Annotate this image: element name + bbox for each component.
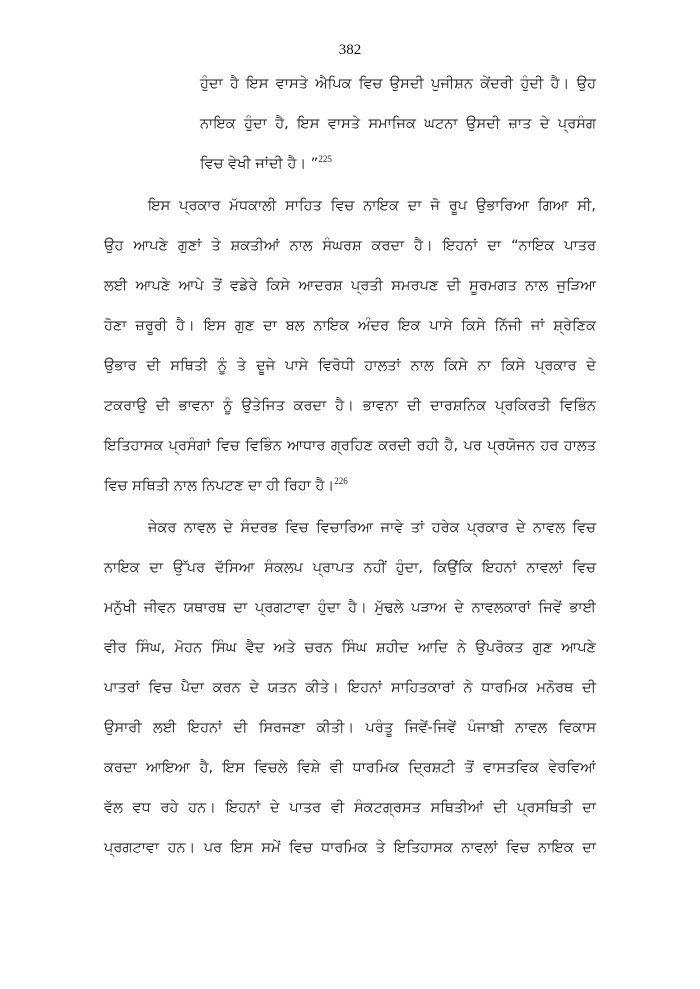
- footnote-marker: 226: [334, 476, 348, 487]
- page-number: 382: [338, 42, 362, 58]
- paragraph-line: ਪਾਤਰਾਂ ਵਿਚ ਪੈਦਾ ਕਰਨ ਦੇ ਯਤਨ ਕੀਤੇ। ਇਹਨਾਂ ਸਾਹਿਤਕਾਰਾਂ ਨੇ ਧਾਰਮਿਕ ਮਨੋਰਥ ਦੀ: [104, 680, 596, 696]
- quote-line: ਹੁੰਦਾ ਹੈ ਇਸ ਵਾਸਤੇ ਐਪਿਕ ਵਿਚ ਉਸਦੀ ਪੁਜੀਸ਼ਨ ਕੇਂਦਰੀ ਹੁੰਦੀ ਹੈ। ਉਹ: [200, 76, 596, 92]
- paragraph-line: ਇਸ ਪ੍ਰਕਾਰ ਮੱਧਕਾਲੀ ਸਾਹਿਤ ਵਿਚ ਨਾਇਕ ਦਾ ਜੋ ਰੂਪ ਉਭਾਰਿਆ ਗਿਆ ਸੀ,: [148, 198, 596, 214]
- paragraph-line: ਵੱਲ ਵਧ ਰਹੇ ਹਨ। ਇਹਨਾਂ ਦੇ ਪਾਤਰ ਵੀ ਸੰਕਟਗ੍ਰਸਤ ਸਥਿਤੀਆਂ ਦੀ ਪ੍ਰਸਥਿਤੀ ਦਾ: [104, 800, 596, 816]
- paragraph-line: ਪ੍ਰਗਟਾਵਾ ਹਨ। ਪਰ ਇਸ ਸਮੇਂ ਵਿਚ ਧਾਰਮਿਕ ਤੇ ਇਤਿਹਾਸਕ ਨਾਵਲਾਂ ਵਿਚ ਨਾਇਕ ਦਾ: [104, 840, 596, 856]
- paragraph-line-text: ਵਿਚ ਸਥਿਤੀ ਨਾਲ ਨਿਪਟਣ ਦਾ ਹੀ ਰਿਹਾ ਹੈ।: [104, 478, 335, 494]
- paragraph-line: ਵੀਰ ਸਿੰਘ, ਮੋਹਨ ਸਿੰਘ ਵੈਦ ਅਤੇ ਚਰਨ ਸਿੰਘ ਸ਼ਹੀਦ ਆਦਿ ਨੇ ਉਪਰੋਕਤ ਗੁਣ ਆਪਣੇ: [104, 640, 596, 656]
- quote-line: ਨਾਇਕ ਹੁੰਦਾ ਹੈ, ਇਸ ਵਾਸਤੇ ਸਮਾਜਿਕ ਘਟਨਾ ਉਸਦੀ ਜ਼ਾਤ ਦੇ ਪ੍ਰਸੰਗ: [200, 116, 596, 132]
- paragraph-line: ਉਸਾਰੀ ਲਈ ਇਹਨਾਂ ਦੀ ਸਿਰਜਣਾ ਕੀਤੀ। ਪਰੰਤੂ ਜਿਵੇਂ-ਜਿਵੇਂ ਪੰਜਾਬੀ ਨਾਵਲ ਵਿਕਾਸ: [104, 720, 596, 736]
- footnote-marker: 225: [318, 154, 332, 165]
- paragraph-line: ਟਕਰਾਉ ਦੀ ਭਾਵਨਾ ਨੂੰ ਉਤੇਜਿਤ ਕਰਦਾ ਹੈ। ਭਾਵਨਾ ਦੀ ਦਾਰਸ਼ਨਿਕ ਪ੍ਰਕਿਰਤੀ ਵਿਭਿੰਨ: [104, 398, 596, 414]
- paragraph-line: ਉਹ ਆਪਣੇ ਗੁਣਾਂ ਤੇ ਸ਼ਕਤੀਆਂ ਨਾਲ ਸੰਘਰਸ਼ ਕਰਦਾ ਹੈ। ਇਹਨਾਂ ਦਾ “ਨਾਇਕ ਪਾਤਰ: [104, 238, 596, 254]
- paragraph-line: ਮਨੁੱਖੀ ਜੀਵਨ ਯਥਾਰਥ ਦਾ ਪ੍ਰਗਟਾਵਾ ਹੁੰਦਾ ਹੈ। ਮੁੱਢਲੇ ਪੜਾਅ ਦੇ ਨਾਵਲਕਾਰਾਂ ਜਿਵੇਂ ਭਾਈ: [104, 600, 596, 616]
- paragraph-line: ਉਭਾਰ ਦੀ ਸਥਿਤੀ ਨੂੰ ਤੇ ਦੂਜੇ ਪਾਸੇ ਵਿਰੋਧੀ ਹਾਲਤਾਂ ਨਾਲ ਕਿਸੇ ਨਾ ਕਿਸੇ ਪ੍ਰਕਾਰ ਦੇ: [104, 358, 596, 374]
- paragraph-line: ਨਾਇਕ ਦਾ ਉੱਪਰ ਦੱਸਿਆ ਸੰਕਲਪ ਪ੍ਰਾਪਤ ਨਹੀਂ ਹੁੰਦਾ, ਕਿਉਂਕਿ ਇਹਨਾਂ ਨਾਵਲਾਂ ਵਿਚ: [104, 560, 596, 576]
- paragraph-line: ਕਰਦਾ ਆਇਆ ਹੈ, ਇਸ ਵਿਚਲੇ ਵਿਸ਼ੇ ਵੀ ਧਾਰਮਿਕ ਦ੍ਰਿਸ਼ਟੀ ਤੋਂ ਵਾਸਤਵਿਕ ਵੇਰਵਿਆਂ: [104, 760, 596, 776]
- quote-line: [200, 154, 596, 174]
- paragraph-line: ਲਈ ਆਪਣੇ ਆਪੇ ਤੋਂ ਵਡੇਰੇ ਕਿਸੇ ਆਦਰਸ਼ ਪ੍ਰਤੀ ਸਮਰਪਣ ਦੀ ਸੂਰਮਗਤ ਨਾਲ ਜੁੜਿਆ: [104, 278, 596, 294]
- paragraph-line: ਇਤਿਹਾਸਕ ਪ੍ਰਸੰਗਾਂ ਵਿਚ ਵਿਭਿੰਨ ਆਧਾਰ ਗ੍ਰਹਿਣ ਕਰਦੀ ਰਹੀ ਹੈ, ਪਰ ਪ੍ਰਯੋਜਨ ਹਰ ਹਾਲਤ: [104, 438, 596, 454]
- paragraph-line: ਹੋਣਾ ਜ਼ਰੂਰੀ ਹੈ। ਇਸ ਗੁਣ ਦਾ ਬਲ ਨਾਇਕ ਅੰਦਰ ਇਕ ਪਾਸੇ ਕਿਸੇ ਨਿੱਜੀ ਜਾਂ ਸ਼੍ਰੇਣਿਕ: [104, 318, 596, 334]
- paragraph-line: ਜੇਕਰ ਨਾਵਲ ਦੇ ਸੰਦਰਭ ਵਿਚ ਵਿਚਾਰਿਆ ਜਾਵੇ ਤਾਂ ਹਰੇਕ ਪ੍ਰਕਾਰ ਦੇ ਨਾਵਲ ਵਿਚ: [148, 520, 596, 536]
- quote-line-text: ਵਿਚ ਵੇਖੀ ਜਾਂਦੀ ਹੈ। ”: [200, 156, 319, 172]
- paragraph-line: [104, 476, 596, 496]
